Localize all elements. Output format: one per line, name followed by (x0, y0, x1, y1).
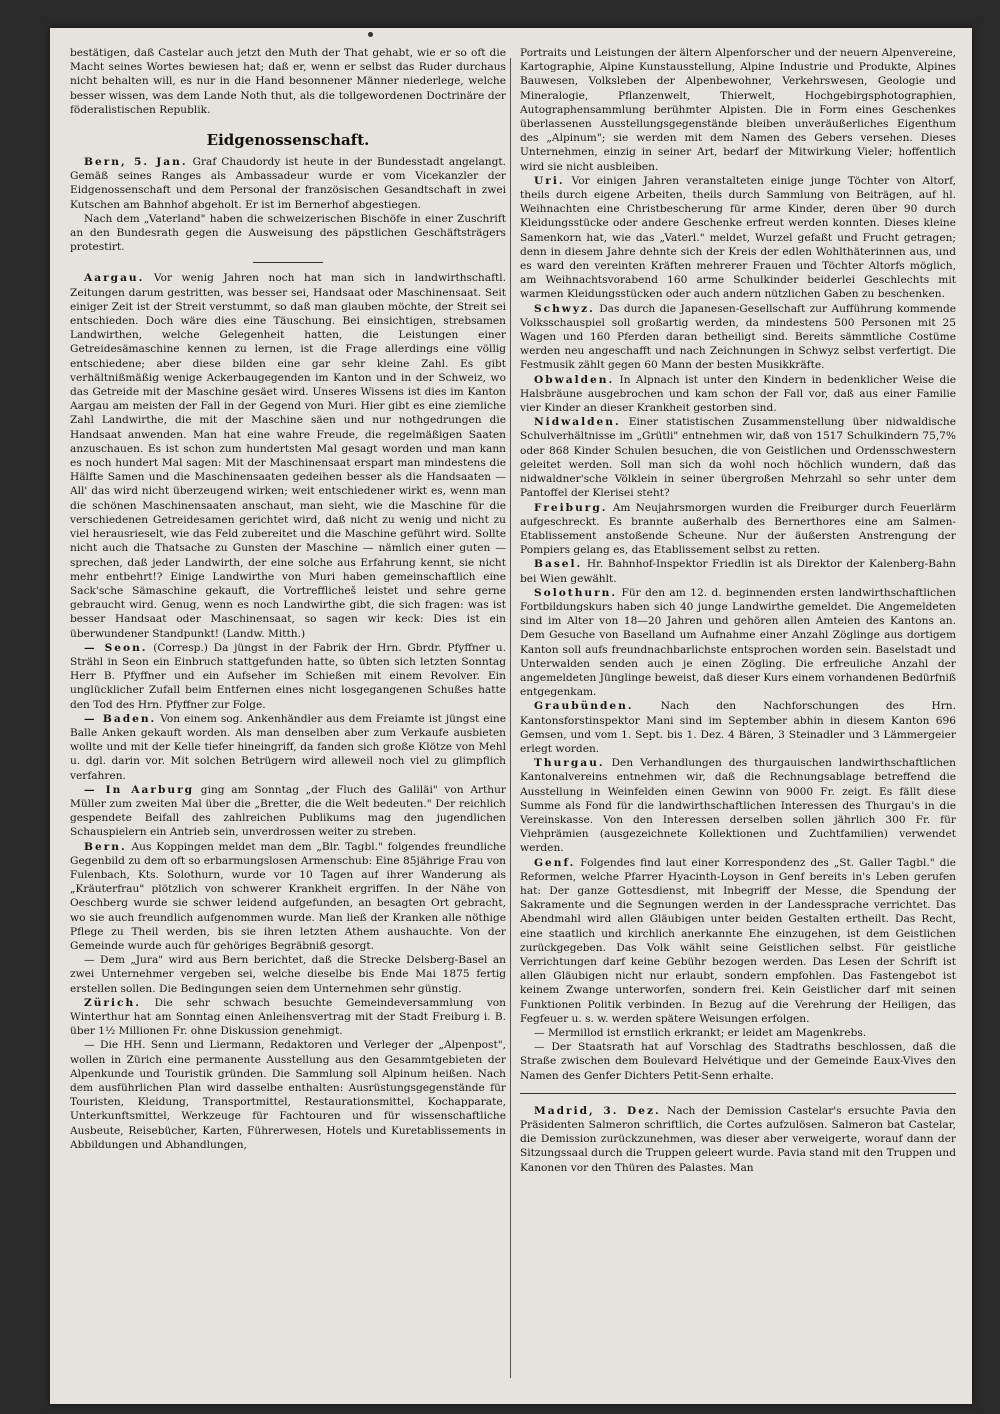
paragraph-thurgau: Thurgau. Den Verhandlungen des thurgauischen landwirthschaftlichen Kantonalvereins entnehmen wir, daß die Rechnungsablage betreffend die Ausstellung in Weinfelden einen Gewinn von 9000 Fr. zeigt. Es fällt diese Summe als Fond für die landwirthschaftlichen Interessen des Thurgau's in die Vereinskasse. Von den Interessen derselben sollen jährlich 300 Fr. für Viehprämien (ausgezeichnete Kollektionen und Zuchtfamilien) verwendet werden. (520, 757, 956, 855)
paragraph-seon: — Seon. (Corresp.) Da jüngst in der Fabrik der Hrn. Gbrdr. Pfyffner u. Strähl in Seon ein Einbruch stattgefunden hatte, so übten sich letzten Sonntag Herr B. Pfyffner und ein Aufseher im Schießen mit einem Revolver. Ein unglücklicher Zufall beim Entfernen eines nicht losgegangenen Schußes hatte den Tod des Hrn. Pfyffner zur Folge. (70, 641, 506, 711)
newspaper-page (50, 28, 972, 1404)
column-divider (510, 58, 511, 1378)
paragraph-madrid: Madrid, 3. Dez. Nach der Demission Castelar's ersuchte Pavia den Präsidenten Salmeron schriftlich, die Cortes aufzulösen. Salmeron bat Castelar, die Demission zurückzunehmen, was dieser aber verweigerte, worauf dann der Sitzungssaal durch die Truppen geleert wurde. Pavia stand mit den Truppen und Kanonen vor den Thüren des Palastes. Man (520, 1104, 956, 1174)
paragraph-obwalden: Obwalden. In Alpnach ist unter den Kindern in bedenklicher Weise die Halsbräune ausgebrochen und kam schon der Fall vor, daß aus einer Familie vier Kinder an dieser Krankheit gestorben sind. (520, 373, 956, 415)
paragraph-graubuenden: Graubünden. Nach den Nachforschungen des Hrn. Kantonsforstinspektor Mani sind im September abhin in diesem Kanton 696 Gemsen, und vom 1. Sept. bis 1. Dez. 4 Bären, 3 Steinadler und 3 Lämmergeier erlegt worden. (520, 700, 956, 755)
paragraph-zuerich: Zürich. Die sehr schwach besuchte Gemeindeversammlung von Winterthur hat am Sonntag einen Anleihensvertrag mit der Stadt Freiburg i. B. über 1½ Millionen Fr. ohne Diskussion genehmigt. (70, 996, 506, 1038)
paragraph-freiburg: Freiburg. Am Neujahrsmorgen wurden die Freiburger durch Feuerlärm aufgeschreckt. Es brannte außerhalb des Bernerthores eine am Salmen-Etablissement anstoßende Scheune. Nur der äußersten Anstrengung der Pompiers gelang es, das Etablissement selbst zu retten. (520, 501, 956, 557)
left-column (70, 46, 506, 1396)
paragraph-solothurn: Solothurn. Für den am 12. d. beginnenden ersten landwirthschaftlichen Fortbildungskurs haben sich 40 junge Landwirthe gemeldet. Die Angemeldeten sind im Alter von 18—20 Jahren und gehören allen Amteien des Kantons an. Dem Gesuche von Baselland um Aufnahme einer Anzahl Zöglinge aus dortigem Kanton soll aufs freundnachbarlichste entsprochen worden sein. Baselstadt und Unterwalden senden auch je einen Zögling. Die erfreuliche Anzahl der angemeldeten Jünglinge beweist, daß dieser Kurs einem vorhandenen Bedürfniß entgegenkam. (520, 586, 956, 699)
paragraph-aarburg: — In Aarburg ging am Sonntag „der Fluch des Galiläi" von Arthur Müller zum zweiten Mal über die „Bretter, die die Welt bedeuten." Der reichlich gespendete Beifall des zahlreichen Publikums mag den jugendlichen Schauspielern ein Antrieb sein, unverdrossen weiter zu streben. (70, 783, 506, 839)
paragraph-staatsrath: — Der Staatsrath hat auf Vorschlag des Stadtraths beschlossen, daß die Straße zwischen dem Boulevard Helvétique und der Gemeinde Eaux-Vives den Namen des Genfer Dichters Petit-Senn erhalte. (520, 1041, 956, 1082)
paragraph-vaterland: Nach dem „Vaterland" haben die schweizerischen Bischöfe in einer Zuschrift an den Bundesrath gegen die Ausweisung des päpstlichen Geschäftsträgers protestirt. (70, 212, 506, 254)
paragraph-jura: — Dem „Jura" wird aus Bern berichtet, daß die Strecke Delsberg-Basel an zwei Unternehmer vergeben sei, welche dieselbe bis Ende Mai 1875 fertig erstellen sollen. Die Bedingungen seien dem Unternehmen sehr günstig. (70, 954, 506, 995)
paragraph-mermillod: — Mermillod ist ernstlich erkrankt; er leidet am Magenkrebs. (534, 1027, 867, 1040)
right-column (520, 46, 956, 1396)
paragraph-uri: Uri. Vor einigen Jahren veranstalteten einige junge Töchter von Altorf, theils durch eigene Arbeiten, theils durch Sammlung von Beiträgen, auf hl. Weihnachten eine Christbescherung für arme Kinder, deren über 90 durch Kleidungsstücke oder andere Geschenke erfreut werden konnten. Dieses kleine Samenkorn hat, wie das „Vaterl." meldet, Wurzel gefaßt und Frucht getragen; denn in diesem Jahre dehnte sich der Kreis der edlen Wohlthäterinnen aus, und es ward den vereinten Kräften mehrerer Frauen und Töchter Altorfs möglich, am Weihnachtsvorabend 160 arme Schulkinder beiderlei Geschlechts mit warmen Kleidungsstücken oder auch andern nützlichen Gaben zu beschenken. (520, 174, 956, 301)
paragraph-bern-1: Bern, 5. Jan. Graf Chaudordy ist heute in der Bundesstadt angelangt. Gemäß seines Ranges als Ambassadeur wurde er vom Vicekanzler der Eidgenossenschaft und dem Personal der französischen Gesandtschaft in zwei Kutschen am Bahnhof abgeholt. Er ist im Bernerhof abgestiegen. (70, 156, 506, 211)
paragraph-genf: Genf. Folgendes find laut einer Korrespondenz des „St. Galler Tagbl." die Reformen, welche Pfarrer Hyacinth-Loyson in Genf bereits in's Leben gerufen hat: Der ganze Gottesdienst, mit Inbegriff der Messe, die Spendung der Sakramente und die Segnungen werden in der Landessprache verrichtet. Das Abendmahl wird allen Gläubigen unter beiden Gestalten ertheilt. Das Recht, eine staatlich und kirchlich anerkannte Ehe einzugehen, ist dem Geistlichen zurückgegeben. Das Volk wählt seine Geistlichen selbst. Für geistliche Verrichtungen darf keine Gebühr bezogen werden. Das Lesen der Schrift ist allen Gläubigen nicht nur erlaubt, sondern empfohlen. Das Fastengebot ist keinem Zwange unterworfen, sondern frei. Kein Geistlicher darf mit seinen Funktionen Politik verbinden. In Bezug auf die Verehrung der Heiligen, das Fegfeuer u. s. w. werden spätere Weisungen erfolgen. (520, 856, 956, 1025)
divider-long (520, 1093, 956, 1094)
paragraph-continued: Portraits und Leistungen der ältern Alpenforscher und der neuern Alpenvereine, Kartographie, Alpine Kunstausstellung, Alpine Industrie und Produkte, Alpines Bauwesen, Volksleben der Alpenbewohner, Verkehrswesen, Geologie und Mineralogie, Pflanzenwelt, Thierwelt, Hochgebirgsphotographien, Autographensammlung berühmter Alpisten. Die in Form eines Geschenkes überlassenen Ausstellungsgegenstände bleiben unveräußerliches Eigenthum des „Alpinum"; sie werden mit dem Namen des Gebers versehen. Dieses Unternehmen, einzig in seiner Art, bedarf der Mitwirkung Vieler; hoffentlich wird sie nicht ausbleiben. (520, 47, 956, 173)
paragraph-basel: Basel. Hr. Bahnhof-Inspektor Friedlin ist als Direktor der Kalenberg-Bahn bei Wien gewählt. (520, 558, 956, 585)
ink-dot (368, 32, 373, 37)
paragraph-nidwalden: Nidwalden. Einer statistischen Zusammenstellung über nidwaldische Schulverhältnisse im „Grütli" entnehmen wir, daß von 1517 Schulkindern 75,7% oder 868 Kinder Schulen besuchen, die von Geistlichen und Ordensschwestern geleitet werden. Soll man sich da wohl noch höchlich wundern, daß das nidwaldner'sche Völklein in seiner übergroßen Mehrzahl so sehr unter dem Pantoffel der Klerisei steht? (520, 416, 956, 500)
paragraph-intro: bestätigen, daß Castelar auch jetzt den Muth der That gehabt, wie er so oft die Macht seines Wortes bewiesen hat; daß er, wenn er selbst das Ruder durchaus nicht behalten will, es nur in die Hand besonnener Männer niederlege, welche besser wissen, was dem Lande Noth thut, als die tollgewordenen Doctrinäre der föderalistischen Republik. (70, 47, 506, 116)
paragraph-bern-2: Bern. Aus Koppingen meldet man dem „Blr. Tagbl." folgendes freundliche Gegenbild zu dem oft so erbarmungslosen Armenschub: Eine 85jährige Frau von Fulenbach, Kts. Solothurn, wurde vor 10 Tagen auf ihrer Wanderung als „Kräuterfrau" plötzlich von schwerer Krankheit ergriffen. In der Nähe von Oeschberg wurde sie schwer leidend aufgefunden, an besagten Ort gebracht, wo sie auch freundlich aufgenommen wurde. Man ließ der Kranken alle nöthige Pflege zu Theil werden, bis sie ihren letzten Athem aushauchte. Von der Gemeinde wurde auch für gehöriges Begräbniß gesorgt. (70, 840, 506, 952)
divider-short (253, 262, 323, 263)
paragraph-alpenpost: — Die HH. Senn und Liermann, Redaktoren und Verleger der „Alpenpost", wollen in Zürich eine permanente Ausstellung aus den Gesammtgebieten der Alpenkunde und Touristik gründen. Die Sammlung soll Alpinum heißen. Nach dem ausführlichen Plan wird dasselbe enthalten: Ausrüstungsgegenstände für Touristen, Kleidung, Transportmittel, Restaurationsmittel, Kochapparate, Unterkunftsmittel, Werkzeuge für Fachtouren und für wissenschaftliche Ausbeute, Reisebücher, Karten, Führerwesen, Hotels und Kuretablissements in Abbildungen und Abhandlungen, (70, 1039, 506, 1151)
paragraph-baden: — Baden. Von einem sog. Ankenhändler aus dem Freiamte ist jüngst eine Balle Anken gekauft worden. Als man denselben aber zum Verkaufe ausbieten wollte und mit der Kelle tiefer hineingriff, da fanden sich große Klötze von Mehl u. dgl. darin vor. Mit solchen Betrügern wird alleweil noch viel zu glimpflich verfahren. (70, 712, 506, 782)
paragraph-aargau: Aargau. Vor wenig Jahren noch hat man sich in landwirthschaftl. Zeitungen darum gestritten, was besser sei, Handsaat oder Maschinensaat. Seit einiger Zeit ist der Streit verstummt, so daß man glauben möchte, der Streit sei entschieden. Doch wäre dies eine Täuschung. Bei einsichtigen, strebsamen Landwirthen, welche Gelegenheit hatten, die Leistungen einer Getreidesämaschine kennen zu lernen, ist die Frage allerdings eine völlig entschiedene; aber diese bilden eine gar sehr kleine Zahl. Es gibt verhältnißmäßig wenige Ackerbaugegenden im Kanton und in der Schweiz, wo das Getreide mit der Maschine gesäet wird. Unseres Wissens ist dies im Kanton Aargau am meisten der Fall in der Gegend von Muri. Hier gibt es eine ziemliche Zahl Landwirthe, die mit der Maschine säen und nur nothgedrungen die Handsaat anwenden. Man hat eine wahre Freude, die regelmäßigen Saaten anzuschauen. Es ist schon zum hundertsten Mal gesagt worden und man kann es noch hundert Mal sagen: Mit der Maschinensaat erspart man mindestens die Hälfte Samen und die Maschinensaaten gedeihen besser als die Handsaaten — All' das wird nicht überzeugend wirken; weit entschiedener wirkt es, wenn man die schönen Maschinensaaten anschaut, man sieht, wie die Maschine für die verschiedenen Getreidesamen gerichtet wird, daß nicht zu wenig und nicht zu viel herausrieselt, wie das Feld zubereitet und die Maschine geführt wird. Sollte nicht auch die Thatsache zu Gunsten der Maschine — nämlich einer guten — sprechen, daß jeder Landwirth, der eine solche aus Erfahrung kennt, sie nicht mehr entbehrt!? Einige Landwirthe von Muri haben gemeinschaftlich eine Sack'sche Sämaschine gekauft, die Vortrefflicheš leistet und sehre gerne gebraucht wird. Genug, wenn es noch Landwirthe gibt, die sich fragen: was ist besser Handsaat oder Maschinensaat, so sagen wir keck: Dies ist ein überwundener Standpunkt! (Landw. Mitth.) (70, 272, 506, 640)
section-title: Eidgenossenschaft. (206, 131, 370, 150)
paragraph-schwyz: Schwyz. Das durch die Japanesen-Gesellschaft zur Aufführung kommende Volksschauspiel soll großartig werden, da mindestens 500 Personen mit 25 Wagen und 160 Pferden daran betheiligt sind. Bereits sämmtliche Costüme werden neu angeschafft und nach Zeichnungen in Schwyz selbst verfertigt. Die Festmusik zählt gegen 60 Mann der besten Musikkräfte. (520, 302, 956, 372)
